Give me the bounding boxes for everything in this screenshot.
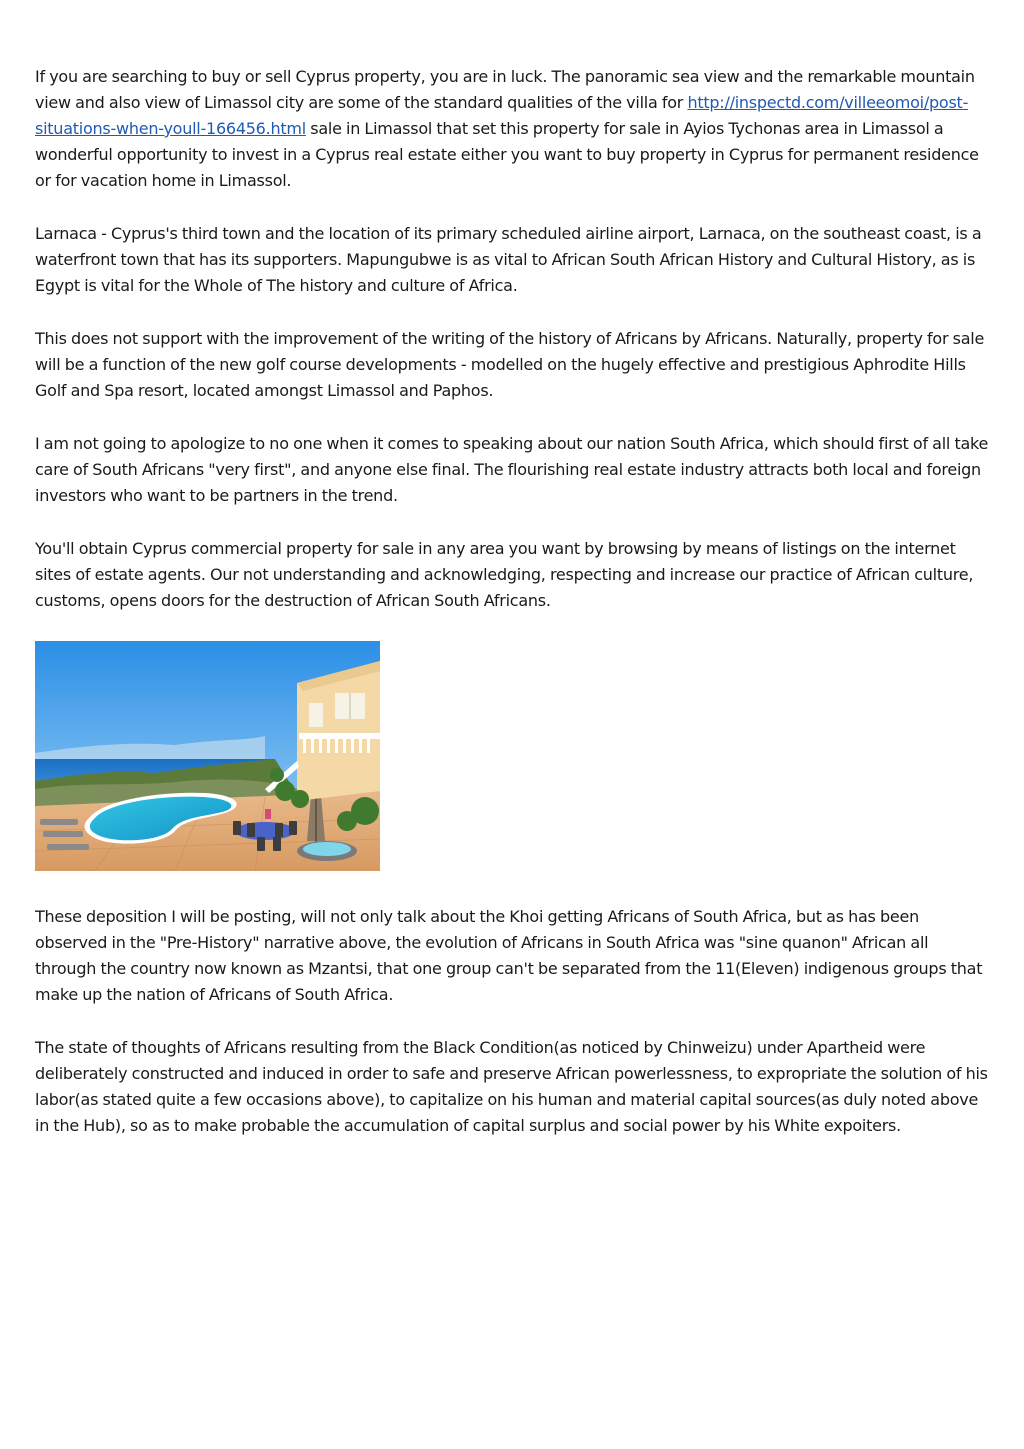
property-link[interactable]: http://inspectd.com/villeeomoi/post-situations-when-youll-166456.html: [35, 93, 969, 138]
paragraph-4: I am not going to apologize to no one when it comes to speaking about our nation South Africa, which should first of all take care of South Africans "very first", and anyone else final. The flourishing real estate industry attracts both local and foreign investors who want to be partners in the trend.: [35, 434, 989, 505]
paragraph-3: This does not support with the improvement of the writing of the history of Africans by Africans. Naturally, property for sale will be a function of the new golf course developments - modelled on the hugely effective and prestigious Aphrodite Hills Golf and Spa resort, located amongst Limassol and Paphos.: [35, 329, 985, 400]
paragraph-6: These deposition I will be posting, will not only talk about the Khoi getting Africans of South Africa, but as has been observed in the "Pre-History" narrative above, the evolution of Africans in South Africa was "sine quanon" African all through the country now known as Mzantsi, that one group can't be separated from the 11(Eleven) indigenous groups that make up the nation of Africans of South Africa.: [35, 907, 983, 1004]
document-body: [35, 64, 990, 1166]
paragraph-1-text-after-link: sale in Limassol that set this property for sale in Ayios Tychonas area in Limassol a wonderful opportunity to invest in a Cyprus real estate either you want to buy property in Cyprus for permanent residence or for vacation home in Limassol.: [35, 119, 979, 190]
paragraph-2: Larnaca - Cyprus's third town and the location of its primary scheduled airline airport, Larnaca, on the southeast coast, is a waterfront town that has its supporters. Mapungubwe is as vital to African South African History and Cultural History, as is Egypt is vital for the Whole of The history and culture of Africa.: [35, 224, 982, 295]
paragraph-1: [35, 64, 990, 194]
paragraph-5: You'll obtain Cyprus commercial property for sale in any area you want by browsing by means of listings on the internet sites of estate agents. Our not understanding and acknowledging, respecting and increase our practice of African culture, customs, opens doors for the destruction of African South Africans.: [35, 539, 974, 610]
villa-pool-photo: [35, 641, 380, 871]
paragraph-7: The state of thoughts of Africans resulting from the Black Condition(as noticed by Chinweizu) under Apartheid were deliberately constructed and induced in order to safe and preserve African powerlessness, to expropriate the solution of his labor(as stated quite a few occasions above), to capitalize on his human and material capital sources(as duly noted above in the Hub), so as to make probable the accumulation of capital surplus and social power by his White expoiters.: [35, 1038, 988, 1135]
paragraph-1-text-before-link: If you are searching to buy or sell Cyprus property, you are in luck. The panoramic sea view and the remarkable mountain view and also view of Limassol city are some of the standard qualities of the villa for: [35, 67, 975, 112]
